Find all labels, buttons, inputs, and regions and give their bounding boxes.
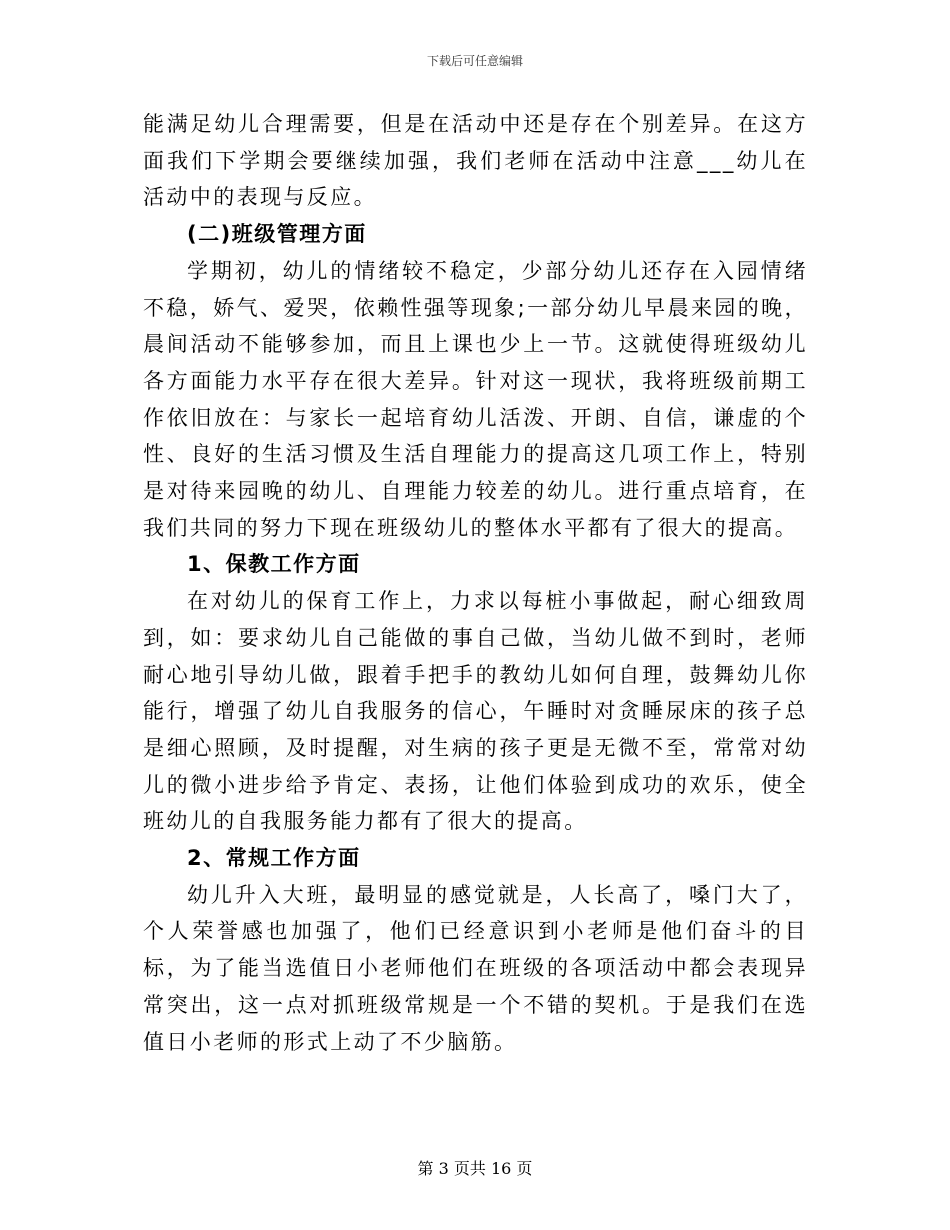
paragraph-continuation: 能满足幼儿合理需要，但是在活动中还是存在个别差异。在这方面我们下学期会要继续加强，我们老师在活动中注意___幼儿在活动中的表现与反应。 [143,112,808,210]
document-body [143,106,808,1060]
page-number-footer: 第 3 页共 16 页 [417,1159,533,1178]
paragraph-routine-work: 幼儿升入大班，最明显的感觉就是，人长高了，嗓门大了，个人荣誉感也加强了，他们已经意识到小老师是他们奋斗的目标，为了能当选值日小老师他们在班级的各项活动中都会表现异常突出，这一点对抓班级常规是一个不错的契机。于是我们在选值日小老师的形式上动了不少脑筋。 [143,882,808,1054]
section-heading-routine-work: 2、常规工作方面 [187,846,361,871]
section-heading-care-education: 1、保教工作方面 [187,552,361,577]
section-heading-class-management: (二)班级管理方面 [187,222,367,247]
paragraph-care-education: 在对幼儿的保育工作上，力求以每桩小事做起，耐心细致周到，如：要求幼儿自己能做的事自己做，当幼儿做不到时，老师耐心地引导幼儿做，跟着手把手的教幼儿如何自理，鼓舞幼儿你能行，增强了幼儿自我服务的信心，午睡时对贪睡尿床的孩子总是细心照顾，及时提醒，对生病的孩子更是无微不至，常常对幼儿的微小进步给予肯定、表扬，让他们体验到成功的欢乐，使全班幼儿的自我服务能力都有了很大的提高。 [143,589,808,834]
paragraph-class-management: 学期初，幼儿的情绪较不稳定，少部分幼儿还存在入园情绪不稳，娇气、爱哭，依赖性强等现象;一部分幼儿早晨来园的晚，晨间活动不能够参加，而且上课也少上一节。这就使得班级幼儿各方面能力水平存在很大差异。针对这一现状，我将班级前期工作依旧放在：与家长一起培育幼儿活泼、开朗、自信，谦虚的个性、良好的生活习惯及生活自理能力的提高这几项工作上，特别是对待来园晚的幼儿、自理能力较差的幼儿。进行重点培育，在我们共同的努力下现在班级幼儿的整体水平都有了很大的提高。 [143,258,808,540]
page-header: 下载后可任意编辑 [426,54,523,68]
